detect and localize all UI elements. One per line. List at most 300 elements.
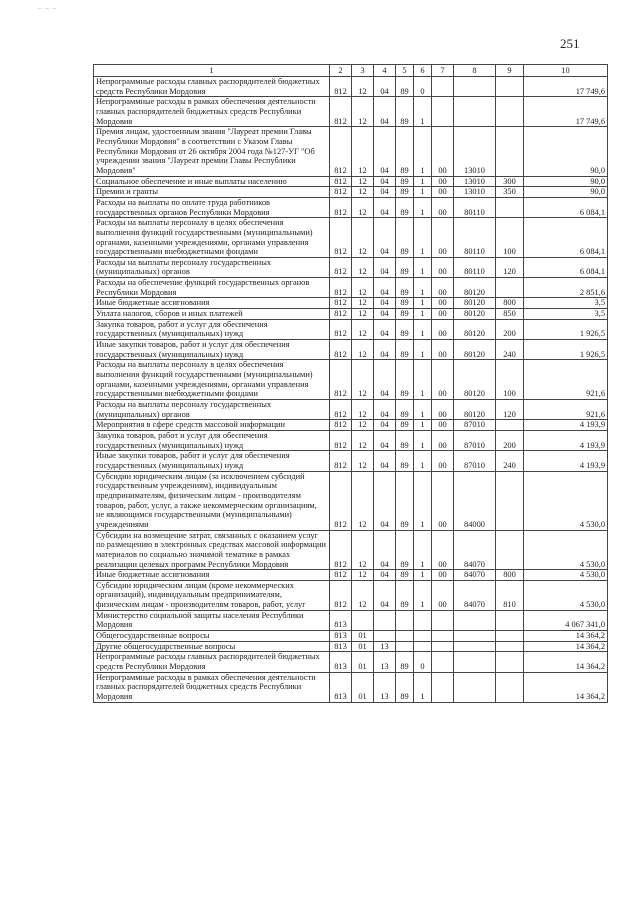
direction-code-cell <box>454 652 496 672</box>
main-activity-code-cell: 00 <box>432 257 454 277</box>
subsection-code-cell: 04 <box>374 580 396 610</box>
subprogram-code-cell: 1 <box>414 298 432 309</box>
amount-cell: 4 193,9 <box>524 430 608 450</box>
table-row <box>94 570 608 581</box>
subprogram-code-cell: 1 <box>414 218 432 258</box>
direction-code-cell: 84070 <box>454 570 496 581</box>
subsection-code-cell: 04 <box>374 309 396 320</box>
amount-cell: 4 193,9 <box>524 420 608 431</box>
program-code-cell: 89 <box>396 257 414 277</box>
subprogram-code-cell <box>414 610 432 630</box>
program-code-cell: 89 <box>396 430 414 450</box>
subprogram-code-cell: 1 <box>414 127 432 176</box>
program-code-cell: 89 <box>396 127 414 176</box>
gr-code-cell: 812 <box>330 97 352 127</box>
expense-type-code-cell <box>496 530 524 570</box>
amount-cell: 90,0 <box>524 176 608 187</box>
direction-code-cell: 80120 <box>454 400 496 420</box>
subsection-code-cell: 04 <box>374 451 396 471</box>
gr-code-cell: 812 <box>330 187 352 198</box>
table-row <box>94 187 608 198</box>
main-activity-code-cell: 00 <box>432 420 454 431</box>
table-row <box>94 298 608 309</box>
subprogram-code-cell: 1 <box>414 319 432 339</box>
section-code-cell: 12 <box>352 471 374 530</box>
main-activity-code-cell: 00 <box>432 340 454 360</box>
row-name-cell: Расходы на выплаты персоналу в целях обеспечения выполнения функций государственными (муниципальными) органами, казенными учреждениями, органами управления государственными внебюджетными фондами <box>94 218 330 258</box>
gr-code-cell: 812 <box>330 218 352 258</box>
subsection-code-cell: 04 <box>374 218 396 258</box>
section-code-cell: 12 <box>352 580 374 610</box>
amount-cell: 90,0 <box>524 127 608 176</box>
program-code-cell: 89 <box>396 176 414 187</box>
main-activity-code-cell: 00 <box>432 430 454 450</box>
gr-code-cell: 812 <box>330 340 352 360</box>
column-header: 3 <box>352 65 374 77</box>
program-code-cell: 89 <box>396 340 414 360</box>
column-header: 9 <box>496 65 524 77</box>
subprogram-code-cell: 1 <box>414 471 432 530</box>
table-row <box>94 97 608 127</box>
column-header: 7 <box>432 65 454 77</box>
subsection-code-cell: 04 <box>374 420 396 431</box>
section-code-cell: 12 <box>352 197 374 217</box>
row-name-cell: Мероприятия в сфере средств массовой информации <box>94 420 330 431</box>
row-name-cell: Премии и гранты <box>94 187 330 198</box>
main-activity-code-cell: 00 <box>432 360 454 400</box>
section-code-cell: 12 <box>352 187 374 198</box>
amount-cell: 921,6 <box>524 360 608 400</box>
section-code-cell: 01 <box>352 631 374 642</box>
direction-code-cell: 80120 <box>454 278 496 298</box>
amount-cell: 17 749,6 <box>524 77 608 97</box>
gr-code-cell: 812 <box>330 309 352 320</box>
row-name-cell: Закупка товаров, работ и услуг для обеспечения государственных (муниципальных) нужд <box>94 430 330 450</box>
subsection-code-cell: 04 <box>374 471 396 530</box>
expense-type-code-cell <box>496 641 524 652</box>
gr-code-cell: 812 <box>330 580 352 610</box>
expense-type-code-cell <box>496 127 524 176</box>
amount-cell: 921,6 <box>524 400 608 420</box>
amount-cell: 14 364,2 <box>524 672 608 702</box>
subsection-code-cell: 04 <box>374 197 396 217</box>
main-activity-code-cell: 00 <box>432 400 454 420</box>
program-code-cell: 89 <box>396 218 414 258</box>
expense-type-code-cell <box>496 610 524 630</box>
row-name-cell: Субсидии юридическим лицам (за исключением субсидий государственным учреждениям), индивидуальным предпринимателям, физическим лицам - производителям товаров, работ, услуг, а также некоммерческим организациям, не являющимся государственными (муниципальными) учреждениями <box>94 471 330 530</box>
subprogram-code-cell: 1 <box>414 360 432 400</box>
expense-type-code-cell: 800 <box>496 298 524 309</box>
subprogram-code-cell: 1 <box>414 400 432 420</box>
table-row <box>94 652 608 672</box>
amount-cell: 4 530,0 <box>524 580 608 610</box>
gr-code-cell: 813 <box>330 652 352 672</box>
subsection-code-cell: 04 <box>374 530 396 570</box>
program-code-cell: 89 <box>396 298 414 309</box>
main-activity-code-cell <box>432 631 454 642</box>
main-activity-code-cell <box>432 97 454 127</box>
row-name-cell: Расходы на выплаты персоналу государственных (муниципальных) органов <box>94 257 330 277</box>
table-header-row <box>94 65 608 77</box>
program-code-cell: 89 <box>396 451 414 471</box>
table-row <box>94 641 608 652</box>
subsection-code-cell: 04 <box>374 340 396 360</box>
main-activity-code-cell <box>432 641 454 652</box>
expense-type-code-cell: 300 <box>496 176 524 187</box>
column-header: 10 <box>524 65 608 77</box>
gr-code-cell: 812 <box>330 197 352 217</box>
expense-type-code-cell <box>496 420 524 431</box>
table-row <box>94 77 608 97</box>
subsection-code-cell: 13 <box>374 672 396 702</box>
table-row <box>94 360 608 400</box>
table-row <box>94 610 608 630</box>
program-code-cell: 89 <box>396 471 414 530</box>
row-name-cell: Общегосударственные вопросы <box>94 631 330 642</box>
main-activity-code-cell: 00 <box>432 309 454 320</box>
column-header: 6 <box>414 65 432 77</box>
subsection-code-cell: 04 <box>374 400 396 420</box>
direction-code-cell <box>454 631 496 642</box>
expense-type-code-cell: 850 <box>496 309 524 320</box>
expense-type-code-cell: 200 <box>496 319 524 339</box>
direction-code-cell: 84000 <box>454 471 496 530</box>
section-code-cell: 12 <box>352 257 374 277</box>
main-activity-code-cell: 00 <box>432 298 454 309</box>
program-code-cell: 89 <box>396 400 414 420</box>
row-name-cell: Другие общегосударственные вопросы <box>94 641 330 652</box>
subprogram-code-cell: 1 <box>414 672 432 702</box>
column-header: 5 <box>396 65 414 77</box>
section-code-cell: 12 <box>352 570 374 581</box>
main-activity-code-cell: 00 <box>432 570 454 581</box>
main-activity-code-cell: 00 <box>432 176 454 187</box>
program-code-cell: 89 <box>396 530 414 570</box>
main-activity-code-cell: 00 <box>432 218 454 258</box>
gr-code-cell: 812 <box>330 127 352 176</box>
table-row <box>94 319 608 339</box>
section-code-cell: 12 <box>352 77 374 97</box>
gr-code-cell: 812 <box>330 530 352 570</box>
main-activity-code-cell: 00 <box>432 278 454 298</box>
expense-type-code-cell: 100 <box>496 218 524 258</box>
direction-code-cell: 84070 <box>454 530 496 570</box>
direction-code-cell <box>454 97 496 127</box>
table-row <box>94 218 608 258</box>
subsection-code-cell: 13 <box>374 652 396 672</box>
direction-code-cell: 87010 <box>454 430 496 450</box>
subsection-code-cell: 04 <box>374 176 396 187</box>
expense-type-code-cell: 120 <box>496 400 524 420</box>
amount-cell: 4 530,0 <box>524 570 608 581</box>
program-code-cell: 89 <box>396 309 414 320</box>
direction-code-cell <box>454 641 496 652</box>
row-name-cell: Министерство социальной защиты населения Республики Мордовия <box>94 610 330 630</box>
row-name-cell: Социальное обеспечение и иные выплаты населению <box>94 176 330 187</box>
program-code-cell: 89 <box>396 652 414 672</box>
page-number: 251 <box>560 36 580 51</box>
column-header: 1 <box>94 65 330 77</box>
gr-code-cell: 813 <box>330 672 352 702</box>
section-code-cell: 12 <box>352 430 374 450</box>
direction-code-cell: 13010 <box>454 176 496 187</box>
amount-cell: 6 084,1 <box>524 218 608 258</box>
subprogram-code-cell: 1 <box>414 580 432 610</box>
row-name-cell: Расходы на выплаты персоналу в целях обеспечения выполнения функций государственными (муниципальными) органами, казенными учреждениями, органами управления государственными внебюджетными фондами <box>94 360 330 400</box>
subsection-code-cell <box>374 610 396 630</box>
program-code-cell <box>396 631 414 642</box>
amount-cell: 4 193,9 <box>524 451 608 471</box>
expense-type-code-cell <box>496 77 524 97</box>
row-name-cell: Субсидии юридическим лицам (кроме некоммерческих организаций), индивидуальным предпринимателям, физическим лицам - производителям товаров, работ, услуг <box>94 580 330 610</box>
gr-code-cell: 812 <box>330 400 352 420</box>
direction-code-cell: 80110 <box>454 218 496 258</box>
amount-cell: 6 084,1 <box>524 197 608 217</box>
expense-type-code-cell <box>496 197 524 217</box>
program-code-cell: 89 <box>396 580 414 610</box>
gr-code-cell: 812 <box>330 319 352 339</box>
column-header: 8 <box>454 65 496 77</box>
amount-cell: 90,0 <box>524 187 608 198</box>
program-code-cell <box>396 641 414 652</box>
expense-type-code-cell <box>496 97 524 127</box>
expense-type-code-cell <box>496 652 524 672</box>
direction-code-cell: 87010 <box>454 451 496 471</box>
gr-code-cell: 813 <box>330 641 352 652</box>
subsection-code-cell: 04 <box>374 570 396 581</box>
main-activity-code-cell: 00 <box>432 187 454 198</box>
gr-code-cell: 812 <box>330 451 352 471</box>
row-name-cell: Непрограммные расходы в рамках обеспечения деятельности главных распорядителей бюджетных средств Республики Мордовия <box>94 672 330 702</box>
section-code-cell: 12 <box>352 176 374 187</box>
program-code-cell: 89 <box>396 97 414 127</box>
subsection-code-cell <box>374 631 396 642</box>
gr-code-cell: 812 <box>330 77 352 97</box>
amount-cell: 6 084,1 <box>524 257 608 277</box>
section-code-cell <box>352 610 374 630</box>
amount-cell: 4 530,0 <box>524 471 608 530</box>
gr-code-cell: 812 <box>330 570 352 581</box>
section-code-cell: 12 <box>352 309 374 320</box>
gr-code-cell: 812 <box>330 430 352 450</box>
gr-code-cell: 812 <box>330 360 352 400</box>
direction-code-cell: 80120 <box>454 309 496 320</box>
row-name-cell: Иные бюджетные ассигнования <box>94 298 330 309</box>
amount-cell: 4 067 341,0 <box>524 610 608 630</box>
program-code-cell: 89 <box>396 197 414 217</box>
subprogram-code-cell: 1 <box>414 309 432 320</box>
expense-type-code-cell: 240 <box>496 451 524 471</box>
direction-code-cell: 80110 <box>454 257 496 277</box>
amount-cell: 14 364,2 <box>524 641 608 652</box>
main-activity-code-cell: 00 <box>432 127 454 176</box>
subsection-code-cell: 04 <box>374 430 396 450</box>
main-activity-code-cell <box>432 672 454 702</box>
row-name-cell: Иные закупки товаров, работ и услуг для обеспечения государственных (муниципальных) нужд <box>94 340 330 360</box>
row-name-cell: Непрограммные расходы главных распорядителей бюджетных средств Республики Мордовия <box>94 652 330 672</box>
section-code-cell: 12 <box>352 340 374 360</box>
program-code-cell: 89 <box>396 672 414 702</box>
row-name-cell: Иные бюджетные ассигнования <box>94 570 330 581</box>
section-code-cell: 12 <box>352 97 374 127</box>
subprogram-code-cell: 1 <box>414 97 432 127</box>
gr-code-cell: 812 <box>330 176 352 187</box>
expense-type-code-cell <box>496 631 524 642</box>
direction-code-cell: 13010 <box>454 187 496 198</box>
program-code-cell: 89 <box>396 319 414 339</box>
main-activity-code-cell: 00 <box>432 580 454 610</box>
subprogram-code-cell: 1 <box>414 176 432 187</box>
amount-cell: 14 364,2 <box>524 652 608 672</box>
amount-cell: 1 926,5 <box>524 340 608 360</box>
direction-code-cell: 80120 <box>454 298 496 309</box>
column-header: 4 <box>374 65 396 77</box>
table-row <box>94 176 608 187</box>
section-code-cell: 12 <box>352 127 374 176</box>
amount-cell: 4 530,0 <box>524 530 608 570</box>
subprogram-code-cell: 1 <box>414 197 432 217</box>
direction-code-cell: 80110 <box>454 197 496 217</box>
subprogram-code-cell <box>414 641 432 652</box>
subprogram-code-cell: 1 <box>414 340 432 360</box>
row-name-cell: Премия лицам, удостоенным звания "Лауреат премии Главы Республики Мордовия" в соответствии с Указом Главы Республики Мордовия от 26 октября 2004 года №127-УГ "Об учреждении звания "Лауреат премии Главы Республики Мордовия" <box>94 127 330 176</box>
gr-code-cell: 812 <box>330 471 352 530</box>
gr-code-cell: 812 <box>330 278 352 298</box>
direction-code-cell: 84070 <box>454 580 496 610</box>
section-code-cell: 12 <box>352 400 374 420</box>
subprogram-code-cell: 1 <box>414 420 432 431</box>
row-name-cell: Уплата налогов, сборов и иных платежей <box>94 309 330 320</box>
direction-code-cell: 80120 <box>454 340 496 360</box>
section-code-cell: 01 <box>352 641 374 652</box>
main-activity-code-cell <box>432 652 454 672</box>
program-code-cell: 89 <box>396 570 414 581</box>
subsection-code-cell: 04 <box>374 257 396 277</box>
subsection-code-cell: 13 <box>374 641 396 652</box>
expense-type-code-cell <box>496 672 524 702</box>
section-code-cell: 12 <box>352 278 374 298</box>
gr-code-cell: 813 <box>330 610 352 630</box>
subprogram-code-cell: 1 <box>414 451 432 471</box>
subsection-code-cell: 04 <box>374 77 396 97</box>
main-activity-code-cell: 00 <box>432 451 454 471</box>
subprogram-code-cell: 0 <box>414 77 432 97</box>
amount-cell: 1 926,5 <box>524 319 608 339</box>
expense-type-code-cell: 810 <box>496 580 524 610</box>
main-activity-code-cell <box>432 610 454 630</box>
gr-code-cell: 813 <box>330 631 352 642</box>
row-name-cell: Непрограммные расходы в рамках обеспечения деятельности главных распорядителей бюджетных средств Республики Мордовия <box>94 97 330 127</box>
expense-type-code-cell: 800 <box>496 570 524 581</box>
section-code-cell: 12 <box>352 451 374 471</box>
program-code-cell: 89 <box>396 77 414 97</box>
section-code-cell: 12 <box>352 218 374 258</box>
subprogram-code-cell: 1 <box>414 257 432 277</box>
subsection-code-cell: 04 <box>374 298 396 309</box>
expense-type-code-cell: 200 <box>496 430 524 450</box>
section-code-cell: 01 <box>352 652 374 672</box>
table-row <box>94 257 608 277</box>
program-code-cell <box>396 610 414 630</box>
subprogram-code-cell: 1 <box>414 530 432 570</box>
subsection-code-cell: 04 <box>374 319 396 339</box>
section-code-cell: 12 <box>352 360 374 400</box>
section-code-cell: 12 <box>352 298 374 309</box>
direction-code-cell: 80120 <box>454 319 496 339</box>
gr-code-cell: 812 <box>330 420 352 431</box>
expense-type-code-cell: 240 <box>496 340 524 360</box>
table-row <box>94 400 608 420</box>
section-code-cell: 01 <box>352 672 374 702</box>
gr-code-cell: 812 <box>330 257 352 277</box>
direction-code-cell <box>454 610 496 630</box>
amount-cell: 17 749,6 <box>524 97 608 127</box>
row-name-cell: Расходы на выплаты персоналу государственных (муниципальных) органов <box>94 400 330 420</box>
row-name-cell: Иные закупки товаров, работ и услуг для обеспечения государственных (муниципальных) нужд <box>94 451 330 471</box>
main-activity-code-cell: 00 <box>432 530 454 570</box>
table-row <box>94 451 608 471</box>
main-activity-code-cell: 00 <box>432 319 454 339</box>
expense-type-code-cell: 100 <box>496 360 524 400</box>
table-row <box>94 471 608 530</box>
table-row <box>94 127 608 176</box>
subprogram-code-cell: 1 <box>414 187 432 198</box>
table-row <box>94 278 608 298</box>
direction-code-cell: 13010 <box>454 127 496 176</box>
table-row <box>94 631 608 642</box>
row-name-cell: Расходы на выплаты по оплате труда работников государственных органов Республики Мордовия <box>94 197 330 217</box>
section-code-cell: 12 <box>352 420 374 431</box>
subprogram-code-cell: 1 <box>414 278 432 298</box>
program-code-cell: 89 <box>396 187 414 198</box>
subsection-code-cell: 04 <box>374 187 396 198</box>
table-row <box>94 309 608 320</box>
expense-type-code-cell <box>496 471 524 530</box>
direction-code-cell: 80120 <box>454 360 496 400</box>
table-row <box>94 580 608 610</box>
subprogram-code-cell: 1 <box>414 570 432 581</box>
subprogram-code-cell: 0 <box>414 652 432 672</box>
column-header: 2 <box>330 65 352 77</box>
section-code-cell: 12 <box>352 319 374 339</box>
direction-code-cell <box>454 672 496 702</box>
amount-cell: 14 364,2 <box>524 631 608 642</box>
direction-code-cell: 87010 <box>454 420 496 431</box>
table-row <box>94 420 608 431</box>
amount-cell: 3,5 <box>524 298 608 309</box>
main-activity-code-cell: 00 <box>432 471 454 530</box>
table-row <box>94 340 608 360</box>
program-code-cell: 89 <box>396 278 414 298</box>
row-name-cell: Субсидии на возмещение затрат, связанных с оказанием услуг по размещению в электронных средствах массовой информации материалов по социально значимой тематике в рамках реализации целевых программ Республики Мордовия <box>94 530 330 570</box>
expense-type-code-cell: 120 <box>496 257 524 277</box>
row-name-cell: Расходы на обеспечение функций государственных органов Республики Мордовия <box>94 278 330 298</box>
table-row <box>94 530 608 570</box>
subprogram-code-cell <box>414 631 432 642</box>
gr-code-cell: 812 <box>330 298 352 309</box>
subsection-code-cell: 04 <box>374 97 396 127</box>
direction-code-cell <box>454 77 496 97</box>
row-name-cell: Закупка товаров, работ и услуг для обеспечения государственных (муниципальных) нужд <box>94 319 330 339</box>
program-code-cell: 89 <box>396 420 414 431</box>
expense-type-code-cell <box>496 278 524 298</box>
subsection-code-cell: 04 <box>374 360 396 400</box>
subsection-code-cell: 04 <box>374 127 396 176</box>
scan-mark: _ _ _ <box>38 2 57 10</box>
program-code-cell: 89 <box>396 360 414 400</box>
section-code-cell: 12 <box>352 530 374 570</box>
subprogram-code-cell: 1 <box>414 430 432 450</box>
